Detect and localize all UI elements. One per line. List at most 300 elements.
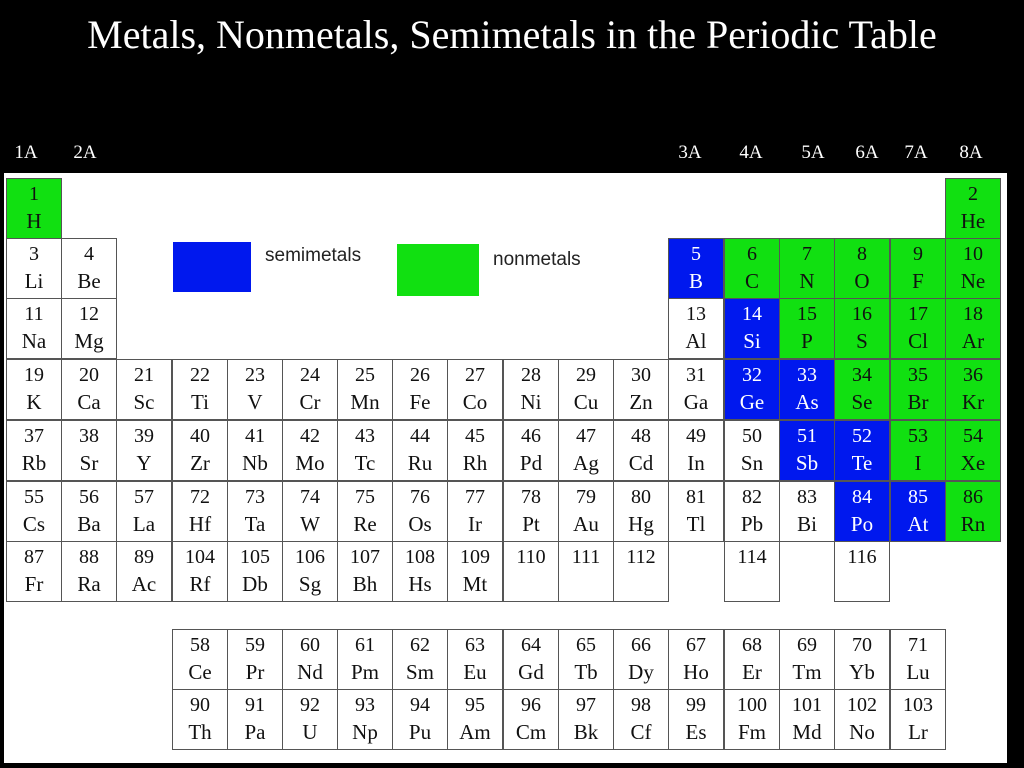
element-cell-10 [945, 238, 1001, 299]
element-symbol: Md [792, 720, 822, 744]
atomic-number: 13 [686, 303, 706, 325]
element-cell-5 [668, 238, 724, 299]
element-symbol: Pm [350, 660, 379, 684]
element-cell-96 [503, 689, 559, 750]
atomic-number: 61 [355, 634, 375, 656]
element-cell-12 [61, 298, 117, 359]
element-cell-2 [945, 178, 1001, 239]
element-symbol: C [744, 269, 759, 293]
element-symbol: La [132, 512, 156, 536]
element-symbol: In [687, 451, 705, 475]
element-symbol: Yb [849, 660, 875, 684]
element-symbol: Co [462, 390, 488, 414]
element-symbol: O [854, 269, 870, 293]
element-cell-107 [337, 541, 393, 602]
page-title: Metals, Nonmetals, Semimetals in the Periodic Table [87, 12, 937, 57]
element-symbol: He [960, 209, 986, 233]
element-cell-28 [503, 359, 559, 420]
element-symbol: Fm [737, 720, 766, 744]
atomic-number: 98 [631, 694, 651, 716]
element-symbol: B [688, 269, 703, 293]
atomic-number: 48 [631, 425, 651, 447]
element-cell-93 [337, 689, 393, 750]
atomic-number: 46 [521, 425, 541, 447]
element-cell-55 [6, 481, 62, 542]
atomic-number: 52 [852, 425, 872, 447]
atomic-number: 14 [742, 303, 762, 325]
atomic-number: 64 [521, 634, 541, 656]
element-cell-31 [668, 359, 724, 420]
element-cell-24 [282, 359, 338, 420]
element-cell-59 [227, 629, 283, 690]
element-symbol: Se [851, 390, 873, 414]
atomic-number: 43 [355, 425, 375, 447]
atomic-number: 4 [84, 243, 94, 265]
atomic-number: 45 [465, 425, 485, 447]
element-symbol: Bk [573, 720, 599, 744]
element-symbol: Sg [298, 572, 322, 596]
atomic-number: 58 [190, 634, 210, 656]
atomic-number: 28 [521, 364, 541, 386]
element-symbol: Cu [573, 390, 599, 414]
element-cell-103 [890, 689, 946, 750]
element-cell-95 [447, 689, 503, 750]
atomic-number: 94 [410, 694, 430, 716]
element-symbol: Na [21, 329, 47, 353]
element-cell-15 [779, 298, 835, 359]
element-cell-84 [834, 481, 890, 542]
element-cell-105 [227, 541, 283, 602]
atomic-number: 17 [908, 303, 928, 325]
atomic-number: 60 [300, 634, 320, 656]
atomic-number: 68 [742, 634, 762, 656]
element-cell-26 [392, 359, 448, 420]
element-symbol: Po [850, 512, 874, 536]
atomic-number: 74 [300, 486, 320, 508]
atomic-number: 105 [240, 546, 270, 568]
element-cell-87 [6, 541, 62, 602]
atomic-number: 79 [576, 486, 596, 508]
atomic-number: 54 [963, 425, 983, 447]
element-symbol: Hf [188, 512, 212, 536]
element-cell-34 [834, 359, 890, 420]
atomic-number: 40 [190, 425, 210, 447]
element-cell-89 [116, 541, 172, 602]
legend-swatch-nonmetals [397, 244, 479, 296]
atomic-number: 96 [521, 694, 541, 716]
atomic-number: 108 [405, 546, 435, 568]
element-cell-83 [779, 481, 835, 542]
element-symbol: Xe [960, 451, 986, 475]
element-symbol: Cr [299, 390, 321, 414]
element-cell-44 [392, 420, 448, 481]
element-symbol: Sr [79, 451, 99, 475]
atomic-number: 27 [465, 364, 485, 386]
element-symbol: U [302, 720, 318, 744]
atomic-number: 99 [686, 694, 706, 716]
element-symbol: Er [742, 660, 762, 684]
element-symbol: Np [352, 720, 378, 744]
element-cell-85 [890, 481, 946, 542]
atomic-number: 102 [847, 694, 877, 716]
element-symbol: Al [685, 329, 707, 353]
element-cell-32 [724, 359, 780, 420]
element-symbol: Au [573, 512, 599, 536]
periodic-table-panel [4, 173, 1007, 763]
element-symbol: No [849, 720, 875, 744]
atomic-number: 66 [631, 634, 651, 656]
element-symbol: Gd [518, 660, 544, 684]
element-cell-100 [724, 689, 780, 750]
element-cell-52 [834, 420, 890, 481]
atomic-number: 5 [691, 243, 701, 265]
element-cell-27 [447, 359, 503, 420]
atomic-number: 2 [968, 183, 978, 205]
atomic-number: 84 [852, 486, 872, 508]
atomic-number: 88 [79, 546, 99, 568]
element-symbol: Dy [628, 660, 654, 684]
atomic-number: 25 [355, 364, 375, 386]
element-cell-66 [613, 629, 669, 690]
element-symbol: Am [459, 720, 491, 744]
atomic-number: 104 [185, 546, 215, 568]
element-cell-51 [779, 420, 835, 481]
atomic-number: 30 [631, 364, 651, 386]
element-cell-43 [337, 420, 393, 481]
element-cell-73 [227, 481, 283, 542]
atomic-number: 95 [465, 694, 485, 716]
atomic-number: 106 [295, 546, 325, 568]
atomic-number: 73 [245, 486, 265, 508]
element-symbol: Nb [242, 451, 268, 475]
atomic-number: 39 [134, 425, 154, 447]
element-symbol: Tb [574, 660, 598, 684]
atomic-number: 29 [576, 364, 596, 386]
element-cell-1 [6, 178, 62, 239]
element-symbol: Db [242, 572, 268, 596]
atomic-number: 72 [190, 486, 210, 508]
element-symbol: Ne [960, 269, 986, 293]
element-cell-20 [61, 359, 117, 420]
atomic-number: 12 [79, 303, 99, 325]
element-symbol: Es [685, 720, 707, 744]
element-cell-67 [668, 629, 724, 690]
element-symbol: At [907, 512, 929, 536]
atomic-number: 71 [908, 634, 928, 656]
element-cell-42 [282, 420, 338, 481]
element-cell-54 [945, 420, 1001, 481]
element-symbol: Sm [405, 660, 434, 684]
element-cell-62 [392, 629, 448, 690]
atomic-number: 83 [797, 486, 817, 508]
element-cell-3 [6, 238, 62, 299]
element-cell-110 [503, 541, 559, 602]
atomic-number: 51 [797, 425, 817, 447]
element-cell-112 [613, 541, 669, 602]
element-cell-4 [61, 238, 117, 299]
element-cell-108 [392, 541, 448, 602]
element-cell-116 [834, 541, 890, 602]
element-cell-63 [447, 629, 503, 690]
element-symbol: F [912, 269, 924, 293]
element-cell-77 [447, 481, 503, 542]
element-cell-16 [834, 298, 890, 359]
element-symbol: Cl [908, 329, 928, 353]
element-symbol: Cm [515, 720, 547, 744]
element-symbol: Ir [468, 512, 482, 536]
atomic-number: 107 [350, 546, 380, 568]
atomic-number: 3 [29, 243, 39, 265]
element-cell-48 [613, 420, 669, 481]
atomic-number: 103 [903, 694, 933, 716]
element-symbol: Pa [244, 720, 266, 744]
element-symbol: V [247, 390, 263, 414]
atomic-number: 41 [245, 425, 265, 447]
atomic-number: 92 [300, 694, 320, 716]
atomic-number: 81 [686, 486, 706, 508]
element-cell-61 [337, 629, 393, 690]
element-cell-49 [668, 420, 724, 481]
element-cell-94 [392, 689, 448, 750]
element-symbol: Pu [408, 720, 432, 744]
element-cell-40 [172, 420, 228, 481]
element-cell-37 [6, 420, 62, 481]
element-symbol: Bi [797, 512, 817, 536]
atomic-number: 78 [521, 486, 541, 508]
element-cell-11 [6, 298, 62, 359]
element-cell-97 [558, 689, 614, 750]
element-cell-47 [558, 420, 614, 481]
element-symbol: Te [851, 451, 873, 475]
atomic-number: 10 [963, 243, 983, 265]
atomic-number: 59 [245, 634, 265, 656]
atomic-number: 8 [857, 243, 867, 265]
element-cell-56 [61, 481, 117, 542]
element-symbol: Lr [908, 720, 928, 744]
atomic-number: 100 [737, 694, 767, 716]
element-symbol: Ru [407, 451, 433, 475]
atomic-number: 65 [576, 634, 596, 656]
element-cell-33 [779, 359, 835, 420]
element-cell-78 [503, 481, 559, 542]
atomic-number: 26 [410, 364, 430, 386]
atomic-number: 24 [300, 364, 320, 386]
element-symbol: Cf [630, 720, 652, 744]
element-cell-38 [61, 420, 117, 481]
element-cell-92 [282, 689, 338, 750]
element-symbol: Tl [686, 512, 706, 536]
element-symbol: Re [353, 512, 377, 536]
atomic-number: 82 [742, 486, 762, 508]
element-cell-65 [558, 629, 614, 690]
atomic-number: 53 [908, 425, 928, 447]
element-cell-75 [337, 481, 393, 542]
legend-label-nonmetals: nonmetals [493, 249, 581, 270]
atomic-number: 42 [300, 425, 320, 447]
atomic-number: 44 [410, 425, 430, 447]
atomic-number: 16 [852, 303, 872, 325]
element-symbol: Si [743, 329, 761, 353]
element-cell-36 [945, 359, 1001, 420]
element-symbol: Cd [628, 451, 654, 475]
element-cell-114 [724, 541, 780, 602]
element-cell-79 [558, 481, 614, 542]
element-symbol: Mn [350, 390, 380, 414]
atomic-number: 32 [742, 364, 762, 386]
element-symbol: I [914, 451, 922, 475]
element-cell-68 [724, 629, 780, 690]
atomic-number: 91 [245, 694, 265, 716]
element-symbol: Ga [683, 390, 709, 414]
atomic-number: 9 [913, 243, 923, 265]
element-cell-109 [447, 541, 503, 602]
group-label-8a: 8A [959, 142, 983, 163]
element-symbol: Ni [520, 390, 542, 414]
group-label-6a: 6A [855, 142, 879, 163]
atomic-number: 23 [245, 364, 265, 386]
atomic-number: 37 [24, 425, 44, 447]
atomic-number: 93 [355, 694, 375, 716]
atomic-number: 67 [686, 634, 706, 656]
atomic-number: 90 [190, 694, 210, 716]
element-cell-106 [282, 541, 338, 602]
atomic-number: 89 [134, 546, 154, 568]
atomic-number: 75 [355, 486, 375, 508]
atomic-number: 11 [24, 303, 44, 325]
element-symbol: Pr [245, 660, 265, 684]
element-cell-60 [282, 629, 338, 690]
element-cell-104 [172, 541, 228, 602]
element-symbol: As [795, 390, 819, 414]
atomic-number: 70 [852, 634, 872, 656]
element-cell-90 [172, 689, 228, 750]
element-symbol: H [26, 209, 42, 233]
atomic-number: 101 [792, 694, 822, 716]
element-symbol: K [26, 390, 42, 414]
element-cell-22 [172, 359, 228, 420]
group-label-3a: 3A [678, 142, 702, 163]
atomic-number: 76 [410, 486, 430, 508]
element-cell-7 [779, 238, 835, 299]
element-symbol: Mt [462, 572, 488, 596]
element-cell-70 [834, 629, 890, 690]
element-cell-71 [890, 629, 946, 690]
element-cell-23 [227, 359, 283, 420]
atomic-number: 112 [626, 546, 656, 568]
element-symbol: Hs [408, 572, 432, 596]
atomic-number: 87 [24, 546, 44, 568]
element-cell-13 [668, 298, 724, 359]
group-label-1a: 1A [14, 142, 38, 163]
element-symbol: Sb [795, 451, 819, 475]
element-cell-76 [392, 481, 448, 542]
element-symbol: Ge [739, 390, 765, 414]
element-symbol: Li [24, 269, 44, 293]
atomic-number: 111 [571, 546, 601, 568]
element-symbol: Br [907, 390, 929, 414]
element-symbol: Ca [77, 390, 101, 414]
element-symbol: Mo [295, 451, 325, 475]
element-cell-35 [890, 359, 946, 420]
element-symbol: Ti [191, 390, 209, 414]
element-cell-53 [890, 420, 946, 481]
element-cell-18 [945, 298, 1001, 359]
element-symbol: Rf [189, 572, 211, 596]
element-symbol: Ho [683, 660, 709, 684]
atomic-number: 55 [24, 486, 44, 508]
element-cell-46 [503, 420, 559, 481]
atomic-number: 15 [797, 303, 817, 325]
element-symbol: S [856, 329, 868, 353]
element-cell-21 [116, 359, 172, 420]
element-cell-69 [779, 629, 835, 690]
legend-swatch-semimetals [173, 242, 251, 292]
element-symbol: Rn [960, 512, 986, 536]
atomic-number: 18 [963, 303, 983, 325]
element-symbol: Ra [77, 572, 101, 596]
element-symbol: Zn [629, 390, 653, 414]
element-cell-30 [613, 359, 669, 420]
element-cell-86 [945, 481, 1001, 542]
element-symbol: N [799, 269, 815, 293]
element-cell-80 [613, 481, 669, 542]
element-cell-91 [227, 689, 283, 750]
element-cell-98 [613, 689, 669, 750]
element-cell-29 [558, 359, 614, 420]
atomic-number: 35 [908, 364, 928, 386]
element-symbol: Eu [463, 660, 487, 684]
element-symbol: Ag [573, 451, 599, 475]
atomic-number: 31 [686, 364, 706, 386]
element-cell-45 [447, 420, 503, 481]
atomic-number: 49 [686, 425, 706, 447]
element-cell-72 [172, 481, 228, 542]
atomic-number: 20 [79, 364, 99, 386]
element-cell-111 [558, 541, 614, 602]
element-symbol: Ac [131, 572, 157, 596]
element-cell-25 [337, 359, 393, 420]
atomic-number: 109 [460, 546, 490, 568]
element-cell-99 [668, 689, 724, 750]
element-symbol: Fr [24, 572, 44, 596]
element-symbol: Ba [77, 512, 101, 536]
element-symbol: Pd [519, 451, 543, 475]
element-symbol: Be [77, 269, 101, 293]
group-label-5a: 5A [801, 142, 825, 163]
element-symbol: Sc [133, 390, 155, 414]
atomic-number: 22 [190, 364, 210, 386]
element-cell-14 [724, 298, 780, 359]
atomic-number: 85 [908, 486, 928, 508]
element-cell-9 [890, 238, 946, 299]
atomic-number: 19 [24, 364, 44, 386]
element-cell-101 [779, 689, 835, 750]
element-symbol: Rh [462, 451, 488, 475]
atomic-number: 47 [576, 425, 596, 447]
element-cell-88 [61, 541, 117, 602]
element-cell-82 [724, 481, 780, 542]
atomic-number: 97 [576, 694, 596, 716]
element-symbol: Tc [354, 451, 376, 475]
element-cell-81 [668, 481, 724, 542]
element-cell-74 [282, 481, 338, 542]
atomic-number: 86 [963, 486, 983, 508]
element-symbol: Th [188, 720, 212, 744]
atomic-number: 69 [797, 634, 817, 656]
element-symbol: Hg [628, 512, 654, 536]
atomic-number: 1 [29, 183, 39, 205]
element-cell-39 [116, 420, 172, 481]
